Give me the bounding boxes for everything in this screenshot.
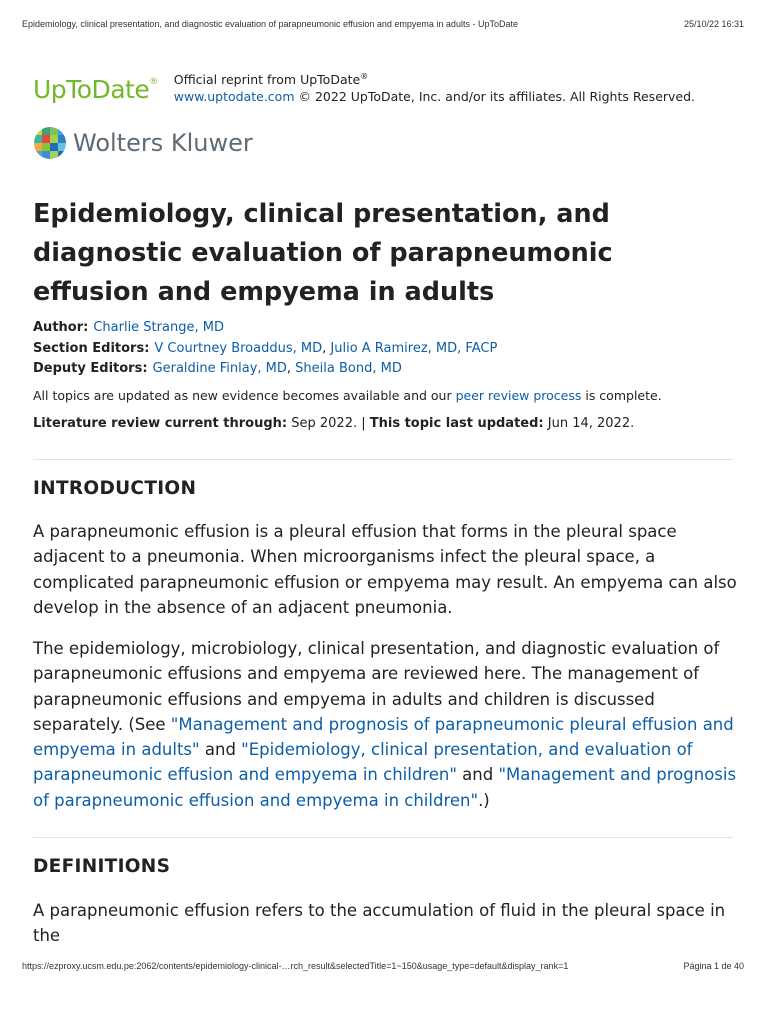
divider: [33, 459, 733, 460]
lit-review-value: Sep 2022. |: [287, 416, 370, 431]
print-footer: [22, 961, 744, 971]
print-footer-page: Página 1 de 40: [683, 961, 744, 971]
last-updated-label: This topic last updated:: [369, 416, 544, 431]
deputy-editor-link-1[interactable]: Geraldine Finlay, MD: [152, 361, 287, 376]
wolters-kluwer-mosaic-icon: [33, 126, 67, 160]
copyright-text: © 2022 UpToDate, Inc. and/or its affiliates. All Rights Reserved.: [294, 89, 696, 105]
deputy-editors-label: Deputy Editors:: [33, 361, 148, 376]
section-editors-line: Section Editors: V Courtney Broaddus, MD, Julio A Ramirez, MD, FACP: [33, 340, 498, 356]
intro-paragraph-1: A parapneumonic effusion is a pleural effusion that forms in the pleural space adjacent to a pneumonia. When microorganisms infect the pleural space, a complicated parapneumonic effusion or empyema may result. An empyema can also develop in the absence of an adjacent pneumonia.: [33, 522, 737, 617]
print-header-title: Epidemiology, clinical presentation, and diagnostic evaluation of parapneumonic effusion and empyema in adults - UpToDate: [22, 19, 518, 29]
section-editors-label: Section Editors:: [33, 340, 150, 356]
brand-row: [33, 66, 695, 106]
uptodate-logo[interactable]: UpToDate®: [33, 75, 158, 104]
link-epidemiology-children[interactable]: "Epidemiology, clinical presentation, and evaluation of parapneumonic effusion and empyema in children": [33, 740, 693, 785]
peer-review-link[interactable]: peer review process: [455, 388, 582, 403]
wolters-kluwer-logo: [33, 126, 253, 160]
print-header-datetime: 25/10/22 16:31: [683, 19, 744, 29]
article-contributors: [33, 318, 497, 380]
print-header: [22, 19, 744, 29]
author-line: [33, 318, 497, 339]
section-editor-link-1[interactable]: V Courtney Broaddus, MD: [154, 340, 323, 356]
lit-review-label: Literature review current through:: [33, 416, 288, 431]
deputy-editor-link-2[interactable]: Sheila Bond, MD: [295, 361, 402, 376]
author-label: Author:: [33, 320, 89, 335]
section-editor-link-2[interactable]: Julio A Ramirez, MD, FACP: [330, 340, 498, 356]
last-updated-value: Jun 14, 2022.: [543, 416, 635, 431]
uptodate-site-link[interactable]: www.uptodate.com: [173, 89, 295, 105]
divider: [33, 837, 733, 838]
link-management-adults[interactable]: "Management and prognosis of parapneumonic pleural effusion and empyema in adults": [33, 714, 734, 760]
update-note: All topics are updated as new evidence becomes available and our peer review process is complete.: [33, 388, 662, 403]
author-link[interactable]: Charlie Strange, MD: [93, 320, 224, 335]
intro-paragraph-2: The epidemiology, microbiology, clinical presentation, and diagnostic evaluation of parapneumonic effusions and empyema are reviewed here. The management of parapneumonic effusions and empyema in adults and children is discussed separately. (See "Management and prognosis of parapneumonic pleural effusion and empyema in adults" and "Epidemiology, clinical presentation, and evaluation of parapneumonic effusion and empyema in children" and "Management and prognosis of parapneumonic effusion and empyema in children".): [33, 639, 737, 810]
article-title: Epidemiology, clinical presentation, and diagnostic evaluation of parapneumonic effusion and empyema in adults: [33, 199, 613, 307]
link-management-children[interactable]: "Management and prognosis of parapneumonic effusion and empyema in children": [33, 765, 737, 810]
definitions-heading: DEFINITIONS: [33, 856, 171, 877]
print-footer-url: https://ezproxy.ucsm.edu.pe:2062/contents/epidemiology-clinical-…rch_result&selectedTitle=1~150&usage_type=default&display_rank=1: [22, 961, 569, 971]
deputy-editors-line: Deputy Editors: Geraldine Finlay, MD, Sheila Bond, MD: [33, 361, 402, 376]
reprint-text: Official reprint from UpToDate: [173, 72, 361, 88]
reprint-notice: Official reprint from UpToDate® www.uptodate.com © 2022 UpToDate, Inc. and/or its affiliates. All Rights Reserved.: [173, 72, 696, 105]
publisher-name: Wolters Kluwer: [73, 129, 253, 157]
introduction-heading: INTRODUCTION: [33, 478, 197, 499]
definitions-paragraph-1: A parapneumonic effusion refers to the accumulation of fluid in the pleural space in the: [33, 901, 726, 946]
literature-review-line: [33, 414, 634, 434]
